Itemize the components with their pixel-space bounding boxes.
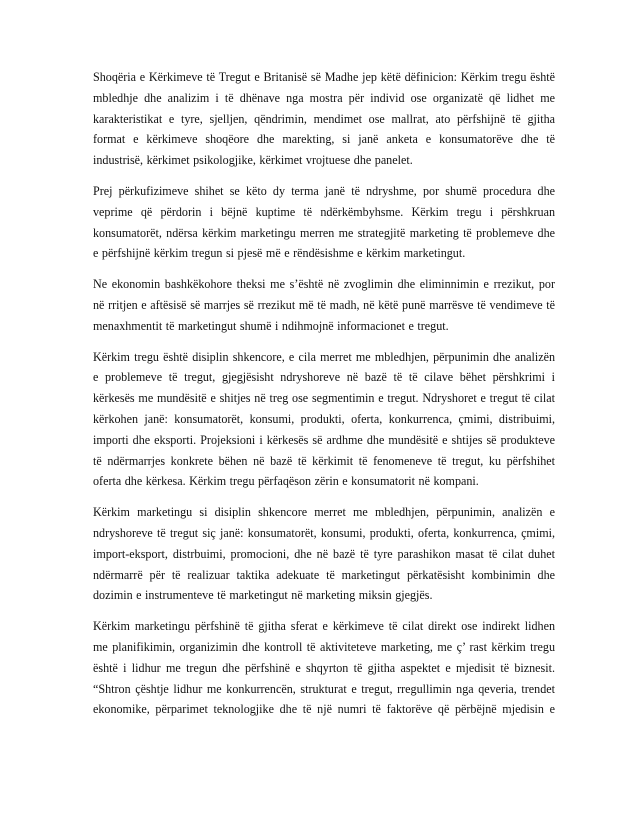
document-body — [93, 67, 555, 730]
text-line: oferta dhe kërkesa. Kërkim tregu përfaqëson zërin e konsumatorit në kompani. — [93, 474, 479, 489]
text-line: e përfshijnë kërkim tregun si pjesë më e rëndësishme e kërkim marketingut. — [93, 246, 466, 261]
text-line: industrisë, kërkimet psikologjike, kërkimet vrojtuese dhe panelet. — [93, 153, 413, 168]
text-line: “Shtron çështje lidhur me konkurrencën, strukturat e tregut, rregullimin nga qeveria, trendet — [93, 681, 555, 696]
paragraph — [93, 181, 555, 264]
text-line: importi dhe eksporti. Projeksioni i kërkesës së ardhme dhe mundësitë e shtijes së produkteve — [93, 432, 555, 447]
text-line: Kërkim marketingu përfshinë të gjitha sferat e kërkimeve të cilat direkt ose indirekt lidhen — [93, 619, 555, 634]
text-line: ndryshoreve të tregut siç janë: konsumatorët, konsumi, produkti, oferta, konkurrenca, çmimi, — [93, 525, 555, 540]
text-line: Ne ekonomin bashkëkohore theksi me s’është në zvoglimin dhe eliminnimin e rrezikut, por — [93, 277, 555, 292]
text-line: format e kërkimeve shoqëore dhe marekting, si janë anketa e konsumatorëve dhe të — [93, 132, 555, 147]
text-line: veprime që përdorin i bëjnë kuptime të ndërkëmbyhsme. Kërkim tregu i përshkruan — [93, 204, 555, 219]
text-line: të ndërmarrjes konkrete bëhen në bazë të kërkimit të fenomeneve të tregut, ku përfshihet — [93, 453, 555, 468]
paragraph — [93, 502, 555, 606]
text-line: mbledhje dhe analizim i të dhënave nga mostra për individ ose organizatë që lidhet me — [93, 90, 555, 105]
text-line: Kërkim marketingu si disiplin shkencore merret me mbledhjen, përpunimin, analizën e — [93, 505, 555, 520]
text-line: kërkesës me mundësitë e shitjes në treg ose segmentimin e tregut. Ndryshoret e tregut të cilat — [93, 391, 555, 406]
text-line: me planifikimin, organizimin dhe kontroll të aktiviteteve marketing, me ç’ rast kërkim tregu — [93, 639, 555, 654]
text-line: në rritjen e aftësisë së marrjes së rrezikut më të madh, në këtë punë marrësve të vendimeve të — [93, 297, 555, 312]
text-line: e problemeve të tregut, gjegjësisht ndryshoreve në bazë të të cilave bëhet përshkrimi i — [93, 370, 555, 385]
paragraph — [93, 67, 555, 171]
text-line: ndërmarrë për të realizuar taktika adekuate të marketingut përkatësisht kombinimin dhe — [93, 567, 555, 582]
text-line: menaxhmentit të marketingut shumë i ndihmojnë informacionet e tregut. — [93, 318, 449, 333]
text-line: dozimin e instrumenteve të marketingut në marketing miksin gjegjës. — [93, 588, 433, 603]
paragraph — [93, 274, 555, 336]
text-line: Kërkim tregu është disiplin shkencore, e cila merret me mbledhjen, përpunimin dhe analizën — [93, 349, 555, 364]
text-line: konsumatorët, ndërsa kërkim marketingu merren me strategjitë marketing të problemeve dhe — [93, 225, 555, 240]
text-line: karakteristikat e tyre, sjelljen, qëndrimin, mendimet ose mallrat, ato përfshijnë të gjitha — [93, 111, 555, 126]
text-line: Prej përkufizimeve shihet se këto dy terma janë të ndryshme, por shumë procedura dhe — [93, 183, 555, 198]
text-line: ekonomike, përparimet teknologjike dhe të një numri të faktorëve që përbëjnë mjedisin e — [93, 702, 555, 717]
text-line: kërkohen janë: konsumatorët, konsumi, produkti, oferta, konkurrenca, çmimi, distribuimi, — [93, 411, 555, 426]
paragraph — [93, 616, 555, 720]
text-line: është i lidhur me tregun dhe përfshinë e shqyrton të gjitha aspektet e mjedisit të biznesit. — [93, 660, 555, 675]
paragraph — [93, 347, 555, 493]
text-line: import-eksport, distrbuimi, promocioni, dhe në bazë të tyre parashikon masat të cilat duhet — [93, 546, 555, 561]
text-line: Shoqëria e Kërkimeve të Tregut e Britanisë së Madhe jep këtë dëfinicion: Kërkim tregu është — [93, 70, 555, 84]
